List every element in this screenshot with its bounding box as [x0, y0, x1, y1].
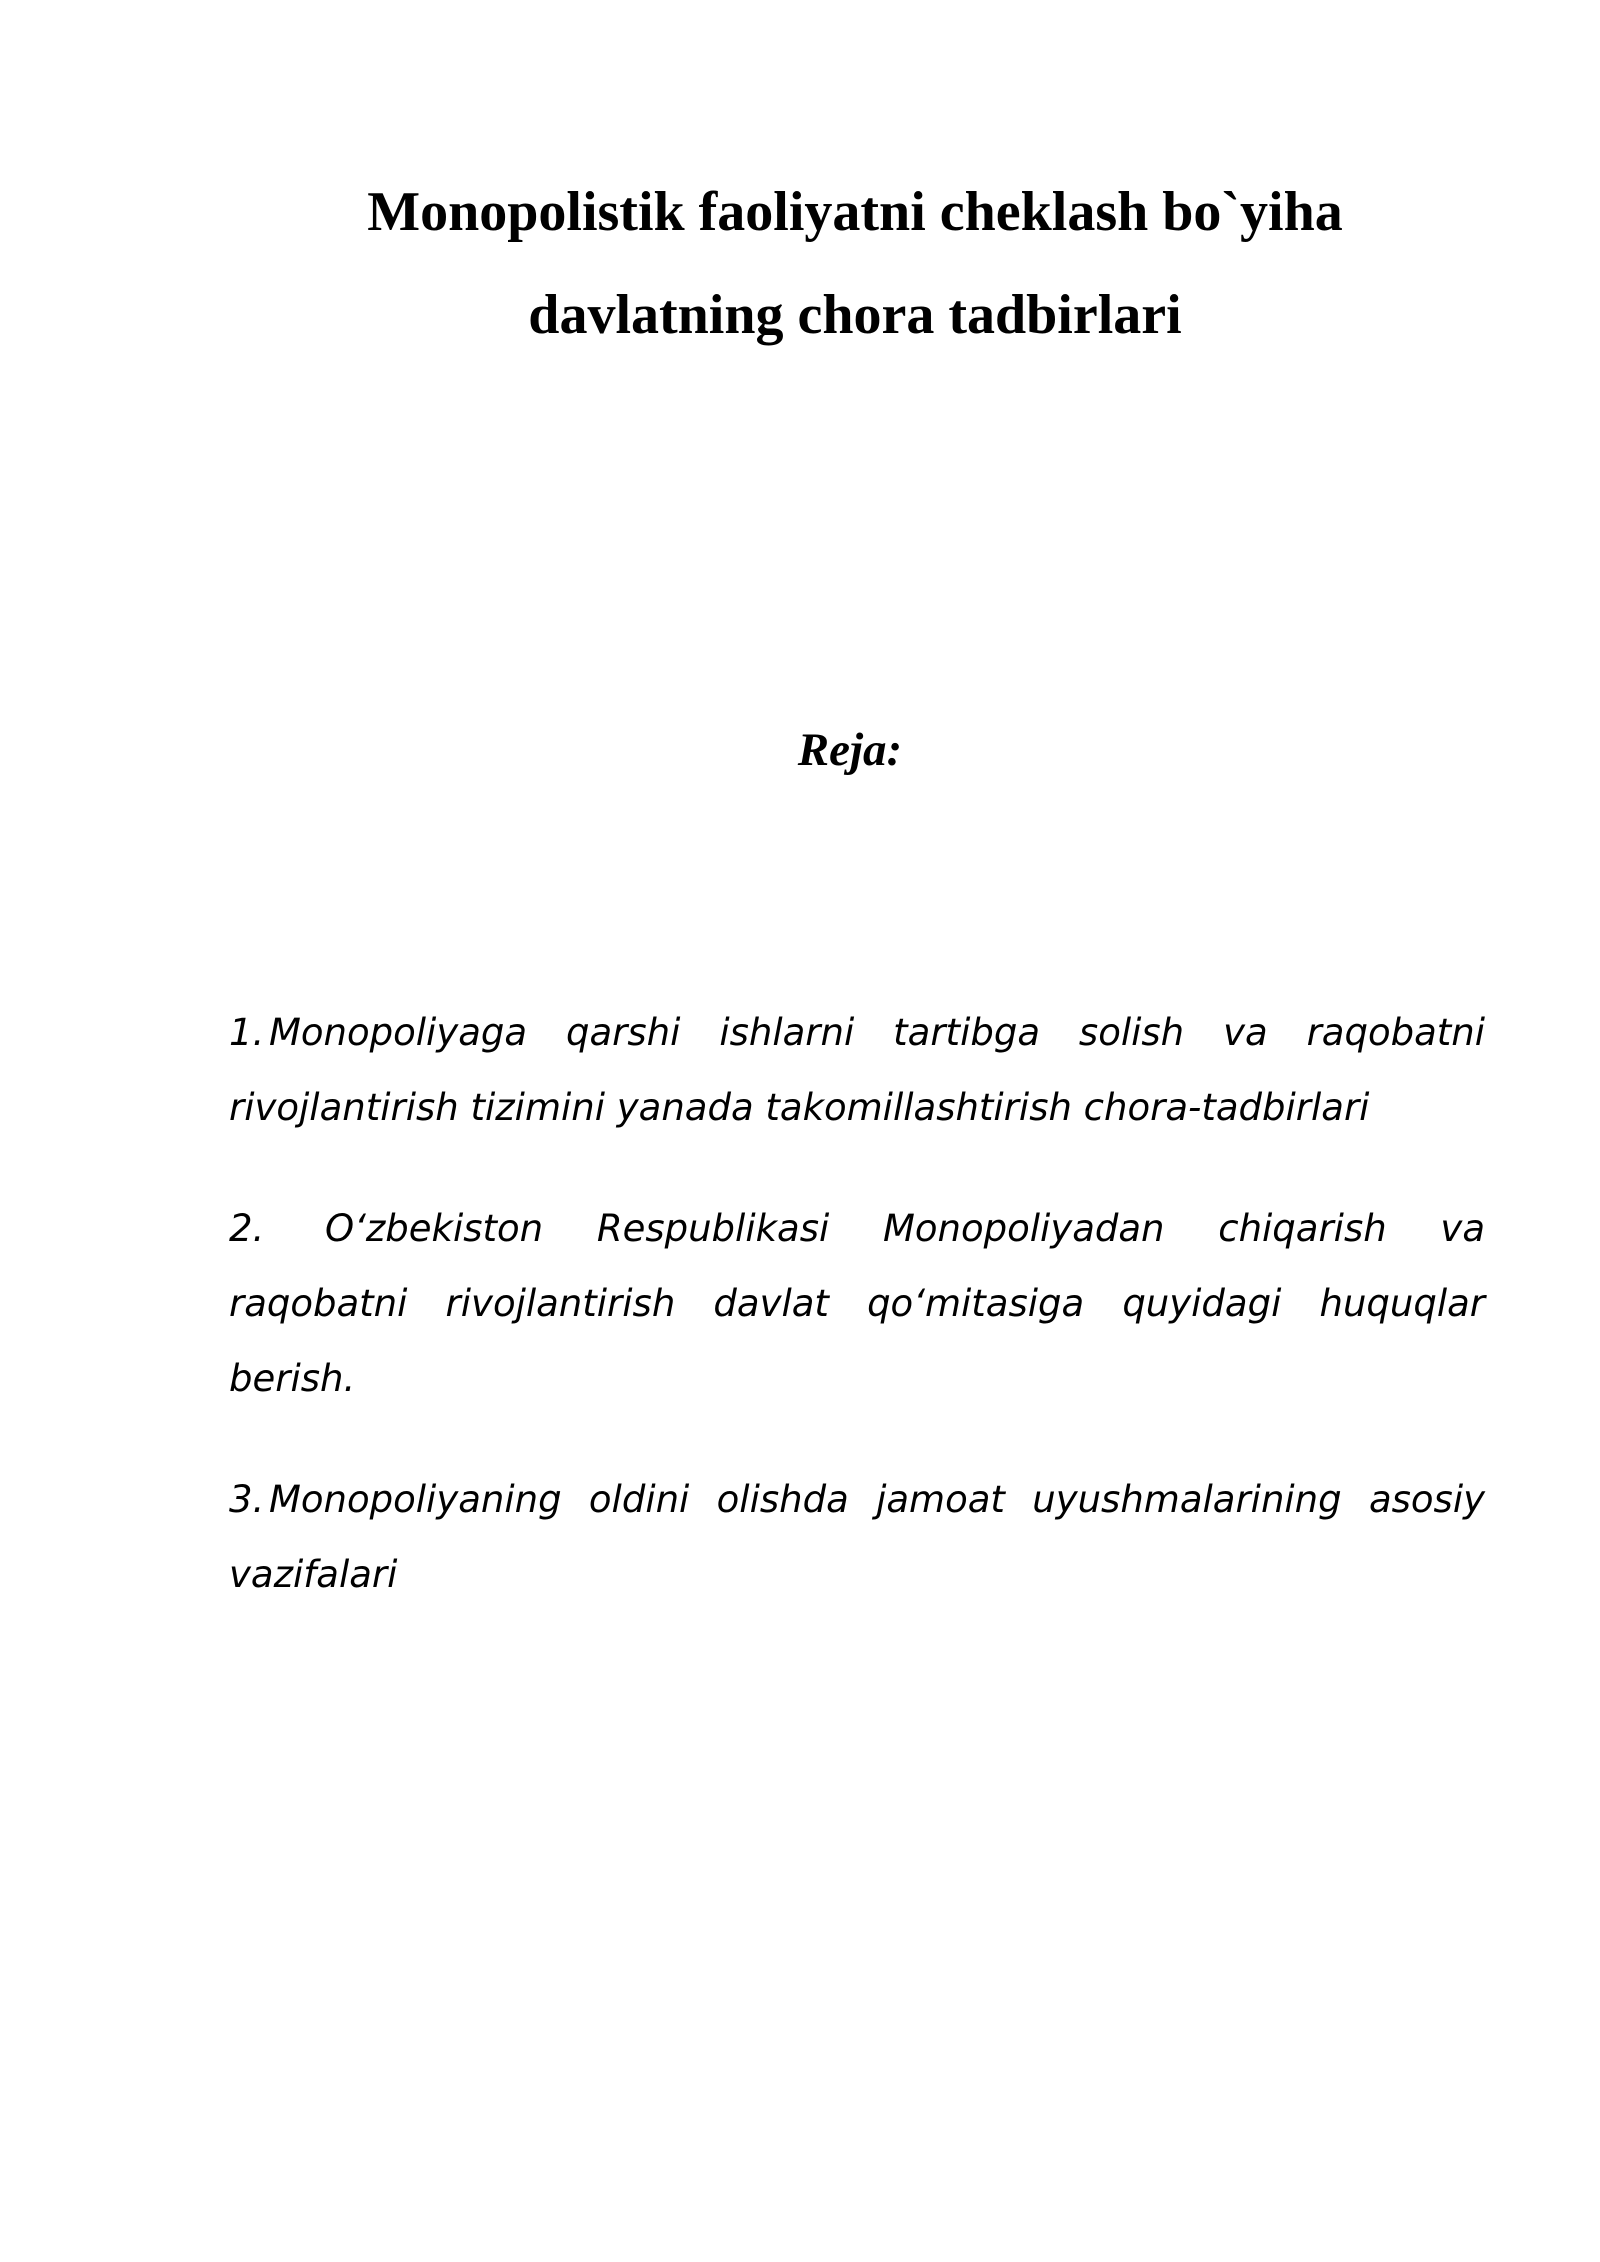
- plan-item-3: [229, 1462, 1485, 1612]
- plan-item-text: Monopoliyaning oldini olishda jamoat uyushmalarining asosiy vazifalari: [229, 1478, 1485, 1596]
- plan-heading: Reja:: [797, 724, 903, 776]
- plan-item-1: [229, 995, 1485, 1145]
- document-title-line-2: davlatning chora tadbirlari: [528, 284, 1182, 346]
- plan-list: [229, 995, 1485, 1658]
- plan-item-text: O‘zbekiston Respublikasi Monopoliyadan chiqarish va raqobatni rivojlantirish davlat qo‘mitasiga quyidagi huquqlar berish.: [229, 1207, 1485, 1400]
- plan-item-number: 3.: [229, 1478, 265, 1521]
- plan-item-text: Monopoliyaga qarshi ishlarni tartibga solish va raqobatni rivojlantirish tizimini yanada takomillashtirish chora-tadbirlari: [229, 1011, 1485, 1129]
- plan-item-number: 2.: [229, 1207, 265, 1250]
- plan-item-number: 1.: [229, 1011, 265, 1054]
- plan-item-2: [229, 1191, 1485, 1416]
- document-title-line-1: Monopolistik faoliyatni cheklash bo`yiha: [367, 181, 1343, 243]
